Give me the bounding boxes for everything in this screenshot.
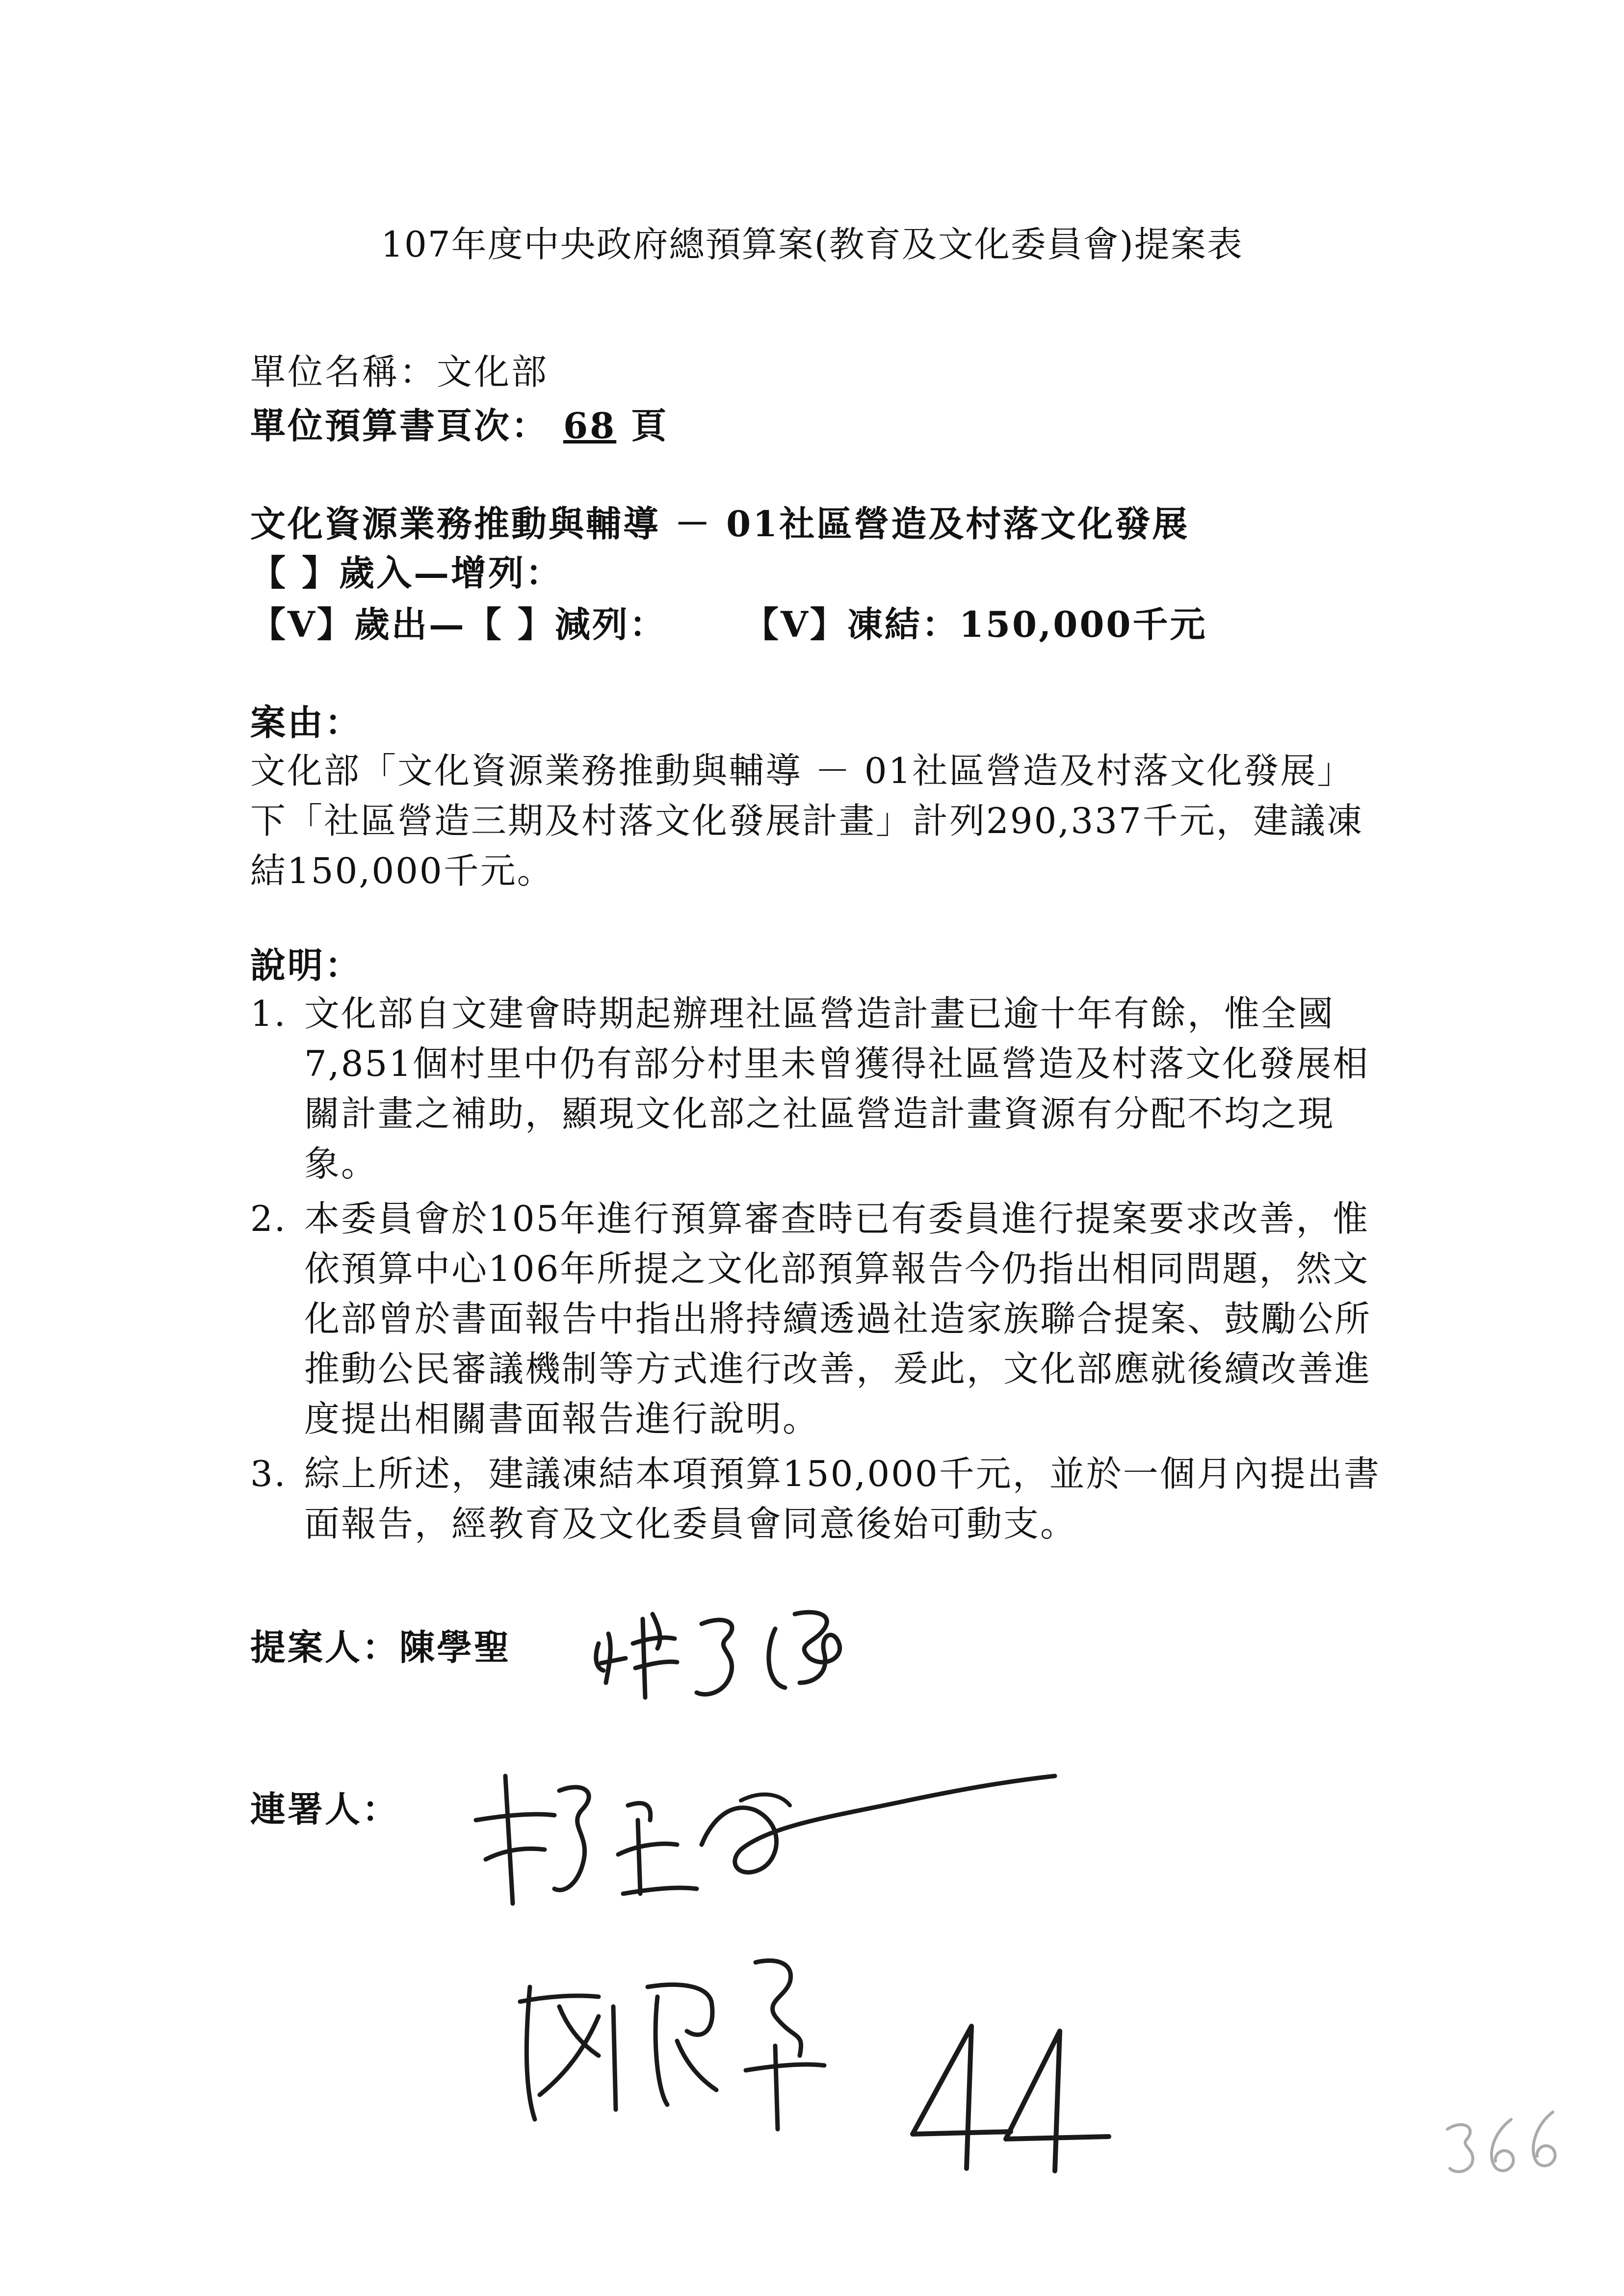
explanation-number: 2. [250, 1198, 287, 1239]
page-title: 107年度中央政府總預算案(教育及文化委員會)提案表 [381, 224, 1243, 265]
proposer-name: 陳學聖 [399, 1626, 512, 1668]
reason-text: 文化部「文化資源業務推動與輔導 － 01社區營造及村落文化發展」下「社區營造三期及村落文化發展計畫」計列290,337千元，建議凍結150,000千元。 [250, 750, 1363, 891]
proposer-line [250, 1619, 511, 1670]
explanation-text: 綜上所述，建議凍結本項預算150,000千元，並於一個月內提出書面報告，經教育及文化委員會同意後始可動支。 [304, 1453, 1381, 1544]
explanation-item [250, 989, 1384, 1189]
unit-name: 單位名稱：文化部 [250, 351, 549, 392]
page-number-mark [1438, 2100, 1565, 2188]
cosigner-signature-2 [500, 1943, 903, 2139]
explanation-number: 3. [250, 1453, 287, 1494]
explanation-number: 1. [250, 993, 287, 1034]
revenue-line: 【 】歲入—增列： [250, 552, 563, 594]
freeze-amount: 【V】凍結：150,000千元 [743, 603, 1207, 645]
cosigner-label: 連署人： [250, 1788, 400, 1830]
budget-page-line [250, 397, 668, 448]
budget-page-number: 68 [563, 405, 617, 446]
explanation-item [250, 1449, 1384, 1549]
handwritten-number [903, 2016, 1119, 2178]
proposer-signature [579, 1585, 898, 1712]
proposer-label: 提案人： [250, 1626, 400, 1668]
explanation-list [250, 989, 1384, 1554]
budget-page-suffix: 頁 [631, 405, 669, 446]
expense-line: 【V】歲出—【 】減列： [250, 603, 667, 645]
explanation-text: 文化部自文建會時期起辦理社區營造計畫已逾十年有餘，惟全國7,851個村里中仍有部分村里未曾獲得社區營造及村落文化發展相關計畫之補助，顯現文化部之社區營造計畫資源有分配不均之現象。 [304, 993, 1370, 1184]
explanation-text: 本委員會於105年進行預算審查時已有委員進行提案要求改善，惟依預算中心106年所提之文化部預算報告今仍指出相同問題，然文化部曾於書面報告中指出將持續透過社造家族聯合提案、鼓勵公所推動公民審議機制等方式進行改善，爰此，文化部應就後續改善進度提出相關書面報告進行說明。 [304, 1198, 1372, 1439]
cosigner-signature-1 [466, 1747, 1074, 1923]
explanation-heading: 說明： [250, 944, 363, 986]
budget-page-label: 單位預算書頁次： [250, 405, 549, 446]
explanation-item [250, 1194, 1384, 1444]
program-name: 文化資源業務推動與輔導 － 01社區營造及村落文化發展 [250, 503, 1190, 545]
reason-heading: 案由： [250, 702, 363, 743]
